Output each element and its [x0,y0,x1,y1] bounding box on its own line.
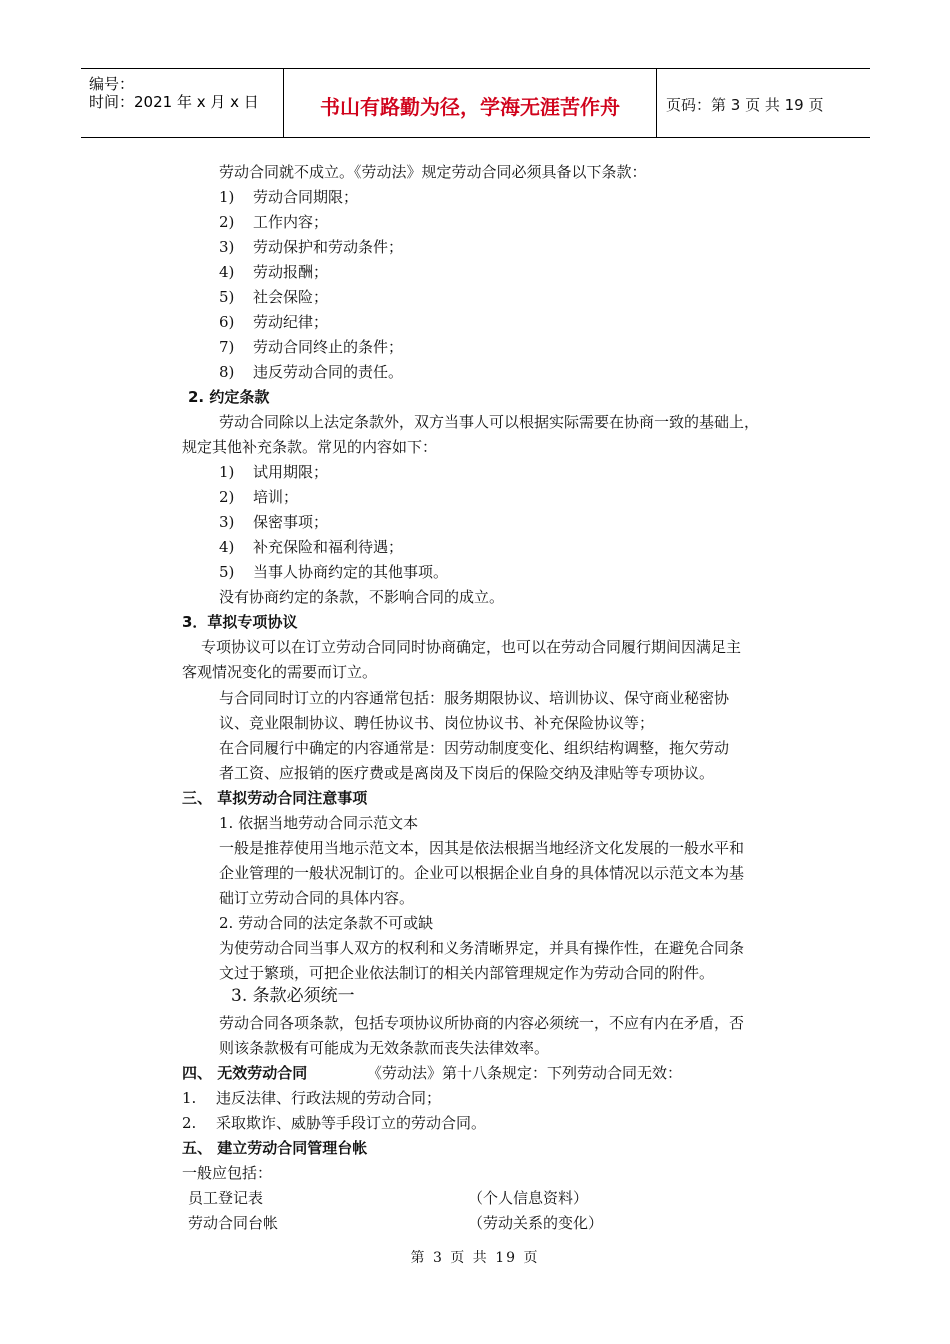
page-header [81,68,870,138]
paragraph: 者工资、应报销的医疗费或是离岗及下岗后的保险交纳及津贴等专项协议。 [219,764,715,782]
section-heading: 五、 建立劳动合同管理台帐 [182,1139,368,1157]
paragraph: 企业管理的一般状况制订的。企业可以根据企业自身的具体情况以示范文本为基 [219,864,745,882]
list-item: 1. 违反法律、行政法规的劳动合同； [182,1089,442,1107]
section-heading: 3．草拟专项协议 [182,613,298,631]
paragraph: 劳动合同就不成立。《劳动法》规定劳动合同必须具备以下条款： [219,163,647,181]
list-item: 6) 劳动纪律； [219,313,329,331]
page-footer: 第 3 页 共 19 页 [410,1250,540,1266]
header-meta-cell [81,69,283,137]
list-item: 3) 保密事项； [219,513,329,531]
list-item: 1) 劳动合同期限； [219,188,359,206]
ledger-row-note: （劳动关系的变化） [468,1214,604,1232]
list-item: 5) 当事人协商约定的其他事项。 [219,563,449,581]
list-item: 2. 采取欺诈、威胁等手段订立的劳动合同。 [182,1114,487,1132]
subheading: 2. 劳动合同的法定条款不可或缺 [219,914,434,932]
paragraph: 劳动合同除以上法定条款外，双方当事人可以根据实际需要在协商一致的基础上， [219,413,760,431]
paragraph: 一般应包括： [182,1164,273,1182]
serial-label: 编号： [89,75,135,93]
list-item: 4) 补充保险和福利待遇； [219,538,404,556]
ledger-row-note: （个人信息资料） [468,1189,589,1207]
subheading: 1. 依据当地劳动合同示范文本 [219,814,419,832]
list-item: 1) 试用期限； [219,463,329,481]
subheading: 3. 条款必须统一 [231,986,355,1006]
paragraph: 则该条款极有可能成为无效条款而丧失法律效率。 [219,1039,550,1057]
paragraph: 议、竞业限制协议、聘任协议书、岗位协议书、补充保险协议等； [219,714,655,732]
paragraph: 没有协商约定的条款，不影响合同的成立。 [219,588,505,606]
header-page-cell [656,69,870,137]
list-item: 2) 工作内容； [219,213,329,231]
section-heading: 2. 约定条款 [188,388,270,406]
list-item: 8) 违反劳动合同的责任。 [219,363,404,381]
list-item: 5) 社会保险； [219,288,329,306]
paragraph: 在合同履行中确定的内容通常是：因劳动制度变化、组织结构调整，拖欠劳动 [219,739,730,757]
paragraph: 专项协议可以在订立劳动合同同时协商确定，也可以在劳动合同履行期间因满足主 [201,638,742,656]
list-item: 4) 劳动报酬； [219,263,329,281]
section-heading: 四、 无效劳动合同 [182,1064,308,1082]
motto: 书山有路勤为径，学海无涯苦作舟 [320,95,620,119]
ledger-row-name: 员工登记表 [188,1189,264,1207]
paragraph: 一般是推荐使用当地示范文本，因其是依法根据当地经济文化发展的一般水平和 [219,839,745,857]
paragraph: 础订立劳动合同的具体内容。 [219,889,415,907]
page-info: 页码：第 3 页 共 19 页 [666,96,824,114]
paragraph: 与合同同时订立的内容通常包括：服务期限协议、培训协议、保守商业秘密协 [219,689,730,707]
section-heading: 三、 草拟劳动合同注意事项 [182,789,368,807]
ledger-row-name: 劳动合同台帐 [188,1214,279,1232]
paragraph: 规定其他补充条款。常见的内容如下： [182,438,438,456]
header-motto-cell [283,69,657,137]
date-line: 时间：2021 年 x 月 x 日 [89,93,259,111]
list-item: 7) 劳动合同终止的条件； [219,338,404,356]
paragraph: 劳动合同各项条款，包括专项协议所协商的内容必须统一，不应有内在矛盾，否 [219,1014,745,1032]
paragraph: 文过于繁琐，可把企业依法制订的相关内部管理规定作为劳动合同的附件。 [219,964,715,982]
list-item: 2) 培训； [219,488,299,506]
paragraph: 为使劳动合同当事人双方的权利和义务清晰界定，并具有操作性，在避免合同条 [219,939,745,957]
list-item: 3) 劳动保护和劳动条件； [219,238,404,256]
paragraph: 《劳动法》第十八条规定：下列劳动合同无效： [367,1064,683,1082]
paragraph: 客观情况变化的需要而订立。 [182,663,378,681]
